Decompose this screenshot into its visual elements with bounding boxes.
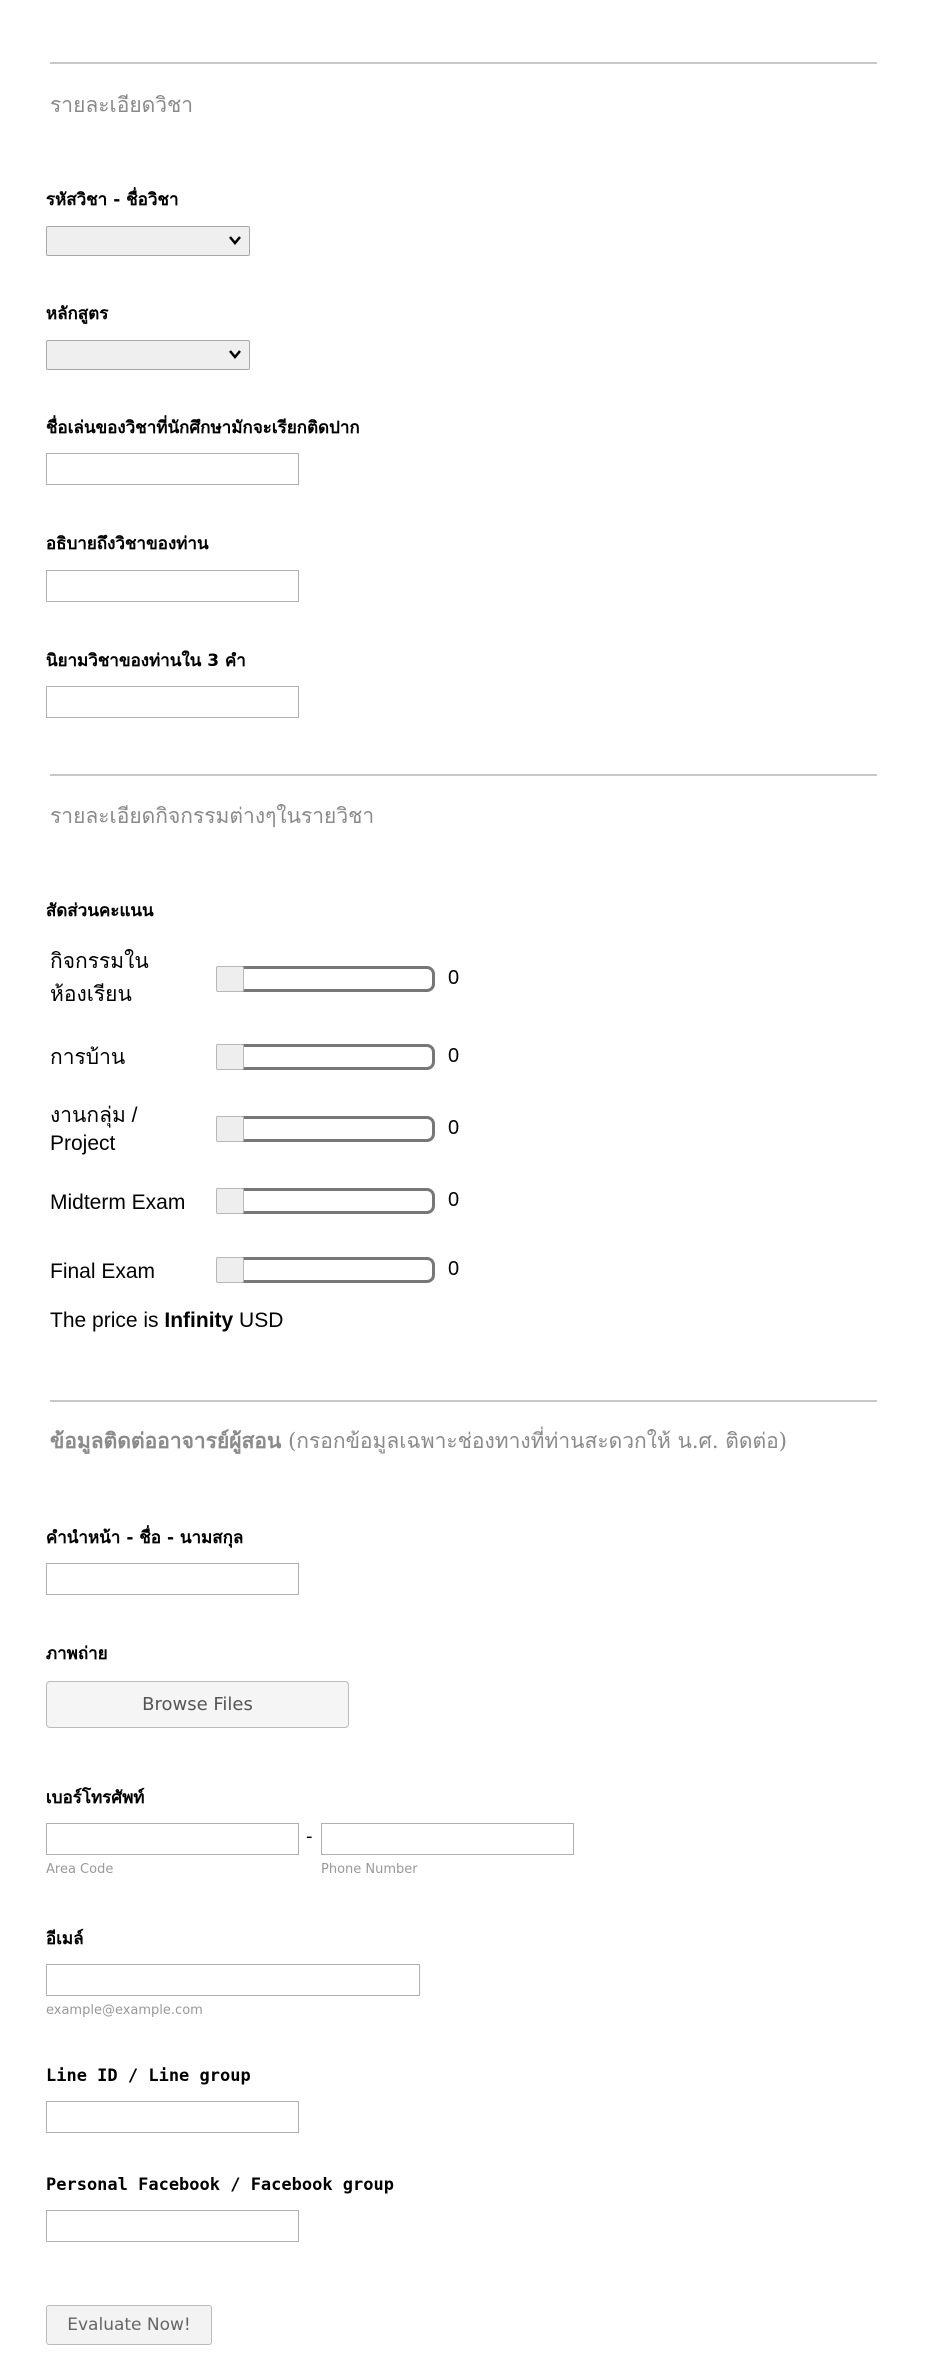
phone-number-hint: Phone Number: [321, 1862, 418, 1877]
curriculum-label: หลักสูตร: [46, 304, 109, 324]
slider-label-classroom: [50, 945, 200, 1011]
slider-label-line: Final Exam: [50, 1260, 156, 1283]
course-code-name-label: รหัสวิชา - ชื่อวิชา: [46, 190, 179, 210]
section-title-contact: [50, 1425, 787, 1458]
slider-label-line: การบ้าน: [50, 1046, 126, 1069]
course-code-name-select[interactable]: [46, 226, 250, 256]
email-label: อีเมล์: [46, 1929, 84, 1949]
slider-track-homework[interactable]: [216, 1044, 435, 1070]
price-prefix: The price is: [50, 1309, 165, 1332]
section-title-activities: รายละเอียดกิจกรรมต่างๆในรายวิชา: [50, 804, 375, 828]
phone-number-input[interactable]: [321, 1823, 574, 1855]
score-ratio-label: สัดส่วนคะแนน: [46, 901, 154, 921]
email-input[interactable]: [46, 1964, 420, 1996]
nickname-input[interactable]: [46, 453, 299, 485]
contact-title-bold: ข้อมูลติดต่ออาจารย์ผู้สอน: [50, 1428, 282, 1453]
browse-files-button[interactable]: Browse Files: [46, 1681, 349, 1728]
slider-track-midterm[interactable]: [216, 1188, 435, 1214]
area-code-input[interactable]: [46, 1823, 299, 1855]
contact-title-sub: (กรอกข้อมูลเฉพาะช่องทางที่ท่านสะดวกให้ น.ศ. ติดต่อ): [281, 1429, 787, 1453]
slider-track-final[interactable]: [216, 1257, 435, 1283]
slider-label-line: งานกลุ่ม /: [50, 1104, 138, 1127]
section-divider: [50, 774, 877, 776]
slider-track-classroom[interactable]: [216, 966, 435, 992]
slider-value-final: 0: [448, 1258, 460, 1280]
phone-label: เบอร์โทรศัพท์: [46, 1788, 145, 1808]
slider-label-group-project: [50, 1102, 200, 1158]
photo-label: ภาพถ่าย: [46, 1644, 108, 1664]
section-title-course-details: รายละเอียดวิชา: [50, 93, 194, 117]
define-3-words-input[interactable]: [46, 686, 299, 718]
chevron-down-icon: [227, 346, 243, 362]
slider-label-line: ห้องเรียน: [50, 983, 132, 1006]
slider-label-final: [50, 1255, 200, 1288]
section-divider: [50, 62, 877, 64]
price-text: [50, 1309, 283, 1333]
line-id-input[interactable]: [46, 2101, 299, 2133]
area-code-hint: Area Code: [46, 1862, 114, 1877]
price-suffix: USD: [233, 1309, 284, 1332]
slider-value-classroom: 0: [448, 967, 460, 989]
slider-thumb-midterm[interactable]: [216, 1188, 244, 1214]
price-value: Infinity: [164, 1309, 234, 1332]
section-divider: [50, 1400, 877, 1402]
slider-label-line: Midterm Exam: [50, 1191, 186, 1214]
slider-thumb-group-project[interactable]: [216, 1116, 244, 1142]
phone-dash: -: [306, 1826, 313, 1847]
curriculum-select[interactable]: [46, 340, 250, 370]
full-name-input[interactable]: [46, 1563, 299, 1595]
nickname-label: ชื่อเล่นของวิชาที่นักศึกษามักจะเรียกติดปาก: [46, 418, 360, 438]
evaluate-now-button[interactable]: Evaluate Now!: [46, 2305, 212, 2345]
slider-thumb-classroom[interactable]: [216, 966, 244, 992]
full-name-label: คำนำหน้า - ชื่อ - นามสกุล: [46, 1528, 244, 1548]
slider-label-line: กิจกรรมใน: [50, 950, 149, 973]
slider-value-group-project: 0: [448, 1117, 460, 1139]
define-3-words-label: นิยามวิชาของท่านใน 3 คำ: [46, 651, 246, 671]
facebook-input[interactable]: [46, 2210, 299, 2242]
slider-label-homework: [50, 1041, 200, 1074]
slider-thumb-final[interactable]: [216, 1257, 244, 1283]
facebook-label: Personal Facebook / Facebook group: [46, 2175, 394, 2195]
email-hint: example@example.com: [46, 2003, 203, 2018]
slider-track-group-project[interactable]: [216, 1116, 435, 1142]
slider-value-midterm: 0: [448, 1189, 460, 1211]
slider-label-line: Project: [50, 1132, 116, 1155]
slider-thumb-homework[interactable]: [216, 1044, 244, 1070]
describe-input[interactable]: [46, 570, 299, 602]
chevron-down-icon: [227, 232, 243, 248]
describe-label: อธิบายถึงวิชาของท่าน: [46, 534, 209, 554]
slider-value-homework: 0: [448, 1045, 460, 1067]
line-id-label: Line ID / Line group: [46, 2066, 251, 2086]
